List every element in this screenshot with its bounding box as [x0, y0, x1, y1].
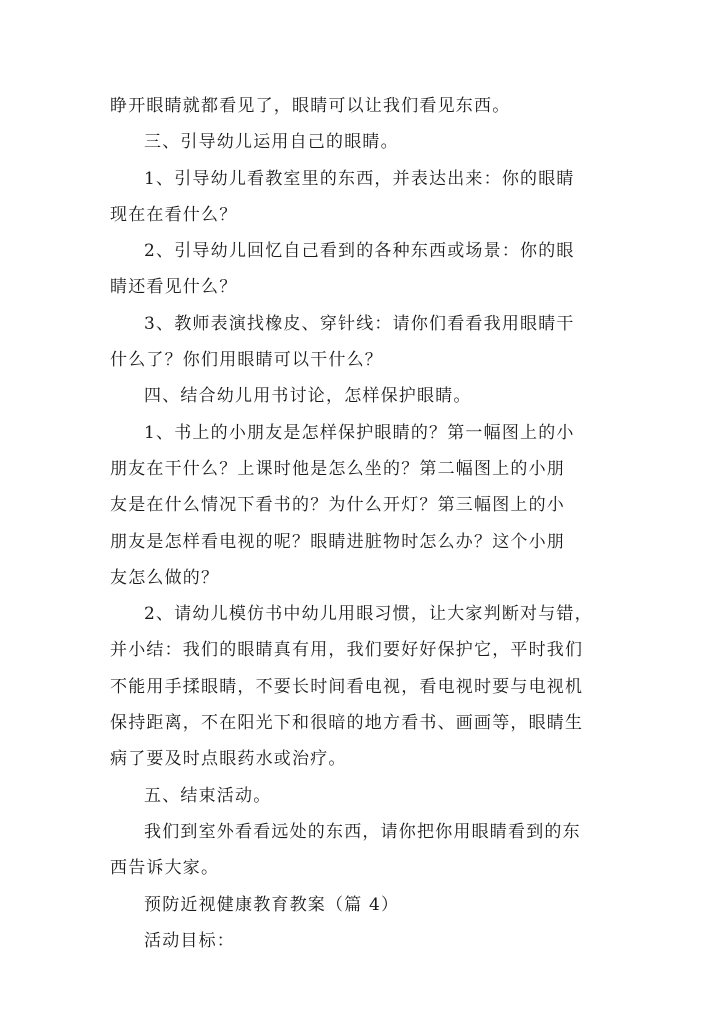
- section-heading: 五、结束活动。: [144, 785, 272, 806]
- text-line: 不能用手揉眼睛，不要长时间看电视，看电视时要与电视机: [110, 676, 584, 697]
- text-line: 西告诉大家。: [110, 858, 220, 879]
- section-heading: 活动目标：: [144, 930, 235, 951]
- section-heading: 四、结合幼儿用书讨论，怎样保护眼睛。: [144, 386, 472, 407]
- text-line: 2、请幼儿模仿书中幼儿用眼习惯，让大家判断对与错，: [144, 604, 593, 625]
- text-line: 1、书上的小朋友是怎样保护眼睛的？第一幅图上的小: [144, 422, 575, 443]
- text-line: 我们到室外看看远处的东西，请你把你用眼睛看到的东: [144, 821, 581, 842]
- text-line: 朋友是怎样看电视的呢？眼睛进脏物时怎么办？这个小朋: [110, 531, 565, 552]
- section-heading: 三、引导幼儿运用自己的眼睛。: [144, 132, 399, 153]
- text-line: 1、引导幼儿看教室里的东西，并表达出来：你的眼睛: [144, 168, 575, 189]
- text-line: 睁开眼睛就都看见了，眼睛可以让我们看见东西。: [110, 96, 511, 116]
- text-line: 病了要及时点眼药水或治疗。: [110, 749, 347, 770]
- text-line: 朋友在干什么？上课时他是怎么坐的？第二幅图上的小朋: [110, 458, 565, 479]
- text-line: 什么了？你们用眼睛可以干什么？: [110, 350, 383, 371]
- text-line: 睛还看见什么？: [110, 277, 238, 298]
- text-line: 保持距离，不在阳光下和很暗的地方看书、画画等，眼睛生: [110, 713, 584, 734]
- text-line: 友怎么做的？: [110, 567, 220, 588]
- document-title: 预防近视健康教育教案（篇 4）: [144, 894, 400, 915]
- text-line: 并小结：我们的眼睛真有用，我们要好好保护它，平时我们: [110, 640, 584, 661]
- text-line: 友是在什么情况下看书的？为什么开灯？第三幅图上的小: [110, 495, 565, 516]
- text-line: 3、教师表演找橡皮、穿针线：请你们看看我用眼睛干: [144, 313, 575, 334]
- text-line: 2、引导幼儿回忆自己看到的各种东西或场景：你的眼: [144, 241, 575, 262]
- body-text: [110, 88, 615, 959]
- text-line: 现在在看什么？: [110, 204, 238, 225]
